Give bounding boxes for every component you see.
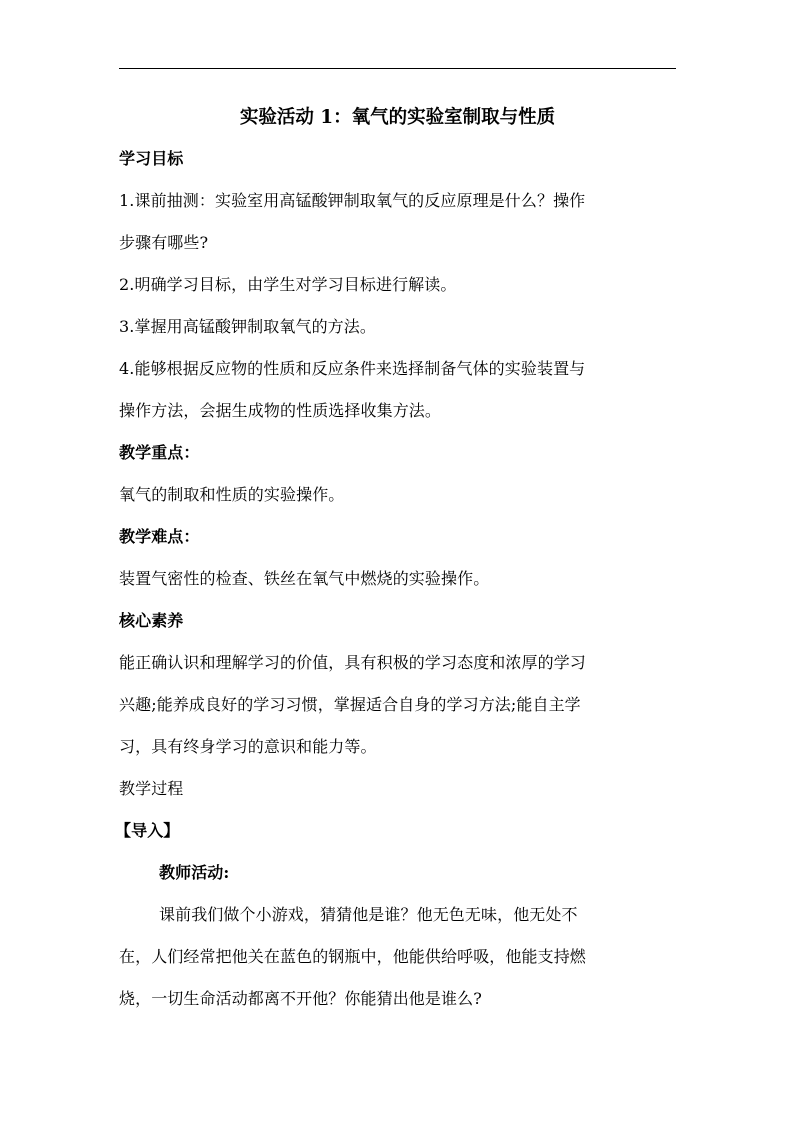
document-body bbox=[115, 100, 676, 1020]
literacy-line-1: 能正确认识和理解学习的价值，具有积极的学习态度和浓厚的学习 bbox=[119, 653, 586, 672]
objective-4-line-2: 操作方法，会据生成物的性质选择收集方法。 bbox=[119, 401, 442, 420]
literacy-heading: 核心素养 bbox=[119, 611, 184, 630]
key-points-heading: 教学重点： bbox=[119, 443, 200, 462]
literacy-line-2: 兴趣;能养成良好的学习习惯，掌握适合自身的学习方法;能自主学 bbox=[119, 695, 581, 714]
key-points-text: 氧气的制取和性质的实验操作。 bbox=[119, 485, 345, 504]
objectives-heading: 学习目标 bbox=[119, 149, 184, 168]
objective-1-line-1: 1.课前抽测：实验室用高锰酸钾制取氧气的反应原理是什么？操作 bbox=[119, 191, 586, 210]
objective-2: 2.明确学习目标，由学生对学习目标进行解读。 bbox=[119, 275, 457, 294]
teacher-activity-heading: 教师活动: bbox=[159, 863, 230, 882]
difficulties-text: 装置气密性的检查、铁丝在氧气中燃烧的实验操作。 bbox=[119, 569, 490, 588]
literacy-line-3: 习，具有终身学习的意识和能力等。 bbox=[119, 737, 377, 756]
teacher-activity-line-2: 在，人们经常把他关在蓝色的钢瓶中，他能供给呼吸，他能支持燃 bbox=[119, 947, 586, 966]
teacher-activity-line-3: 烧，一切生命活动都离不开他？你能猜出他是谁么? bbox=[119, 989, 482, 1008]
objective-3: 3.掌握用高锰酸钾制取氧气的方法。 bbox=[119, 317, 376, 336]
header-rule bbox=[119, 68, 676, 69]
objective-1-line-2: 步骤有哪些? bbox=[119, 233, 209, 252]
process-heading: 教学过程 bbox=[119, 779, 184, 798]
document-title: 实验活动 1：氧气的实验室制取与性质 bbox=[239, 107, 556, 128]
teacher-activity-line-1: 课前我们做个小游戏，猜猜他是谁？他无色无味，他无处不 bbox=[159, 905, 578, 924]
difficulties-heading: 教学难点： bbox=[119, 527, 200, 546]
intro-heading: 【导入】 bbox=[115, 821, 180, 840]
objective-4-line-1: 4.能够根据反应物的性质和反应条件来选择制备气体的实验装置与 bbox=[119, 359, 586, 378]
